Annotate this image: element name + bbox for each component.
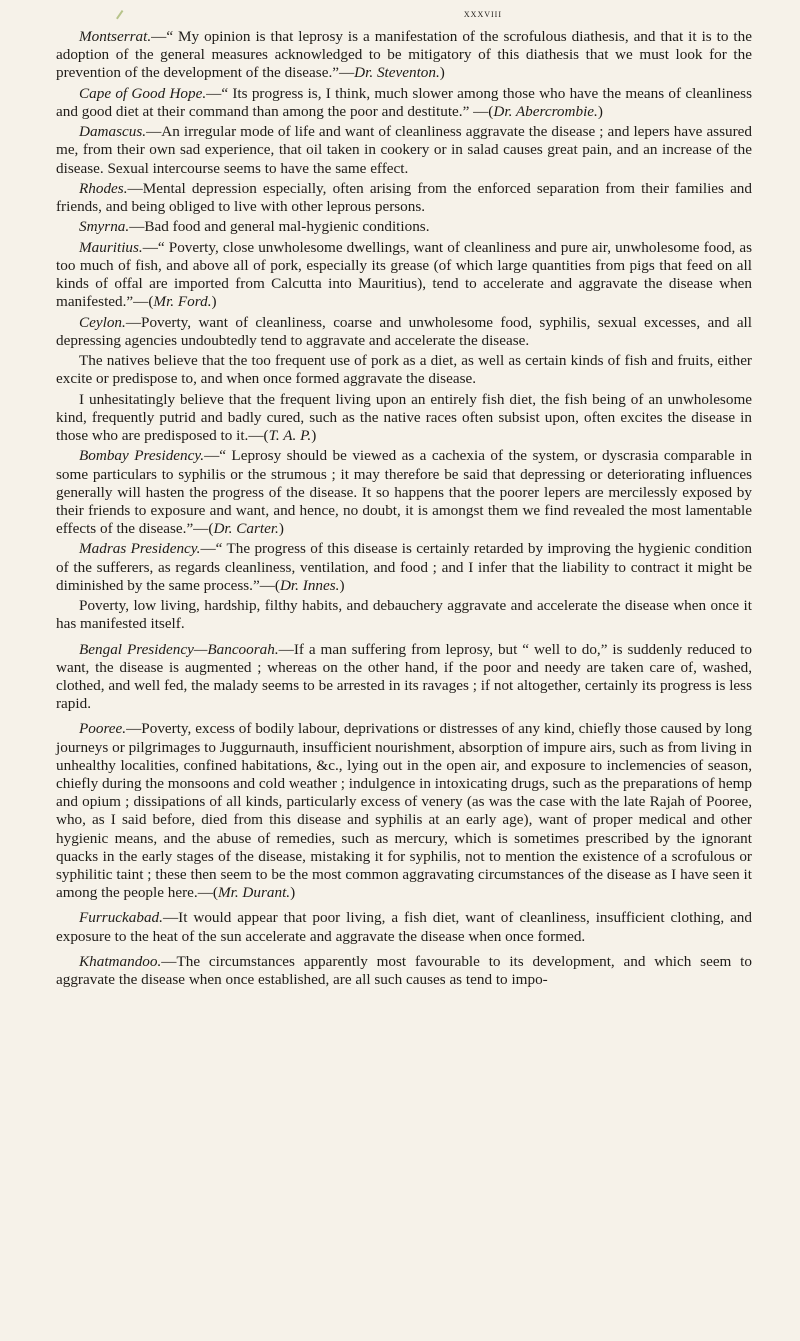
paragraph-damascus xyxy=(56,123,752,178)
paragraph-mauritius xyxy=(56,239,752,312)
author-citation: Dr. Innes. xyxy=(279,576,340,594)
paragraph-text: —“ Poverty, close unwholesome dwellings, want of cleanliness and pure air, unwholesome food, as too much of fish, and above all of pork, especially its grease (of which large quantities from pigs that feed on all kinds of offal are imported from Calcutta into Mauritius), tend to accelerate and aggravate the disease when manifested.”—( xyxy=(56,238,752,311)
author-citation: Mr. Durant. xyxy=(217,884,291,902)
place-heading: Khatmandoo. xyxy=(79,952,162,970)
place-heading: Rhodes. xyxy=(79,179,128,197)
paragraph-text: —“ The progress of this disease is certainly retarded by improving the hygienic condition of the sufferers, as regards cleanliness, ventilation, and food ; and I infer that the liability to contract it might be diminished by the same process.”—( xyxy=(56,540,752,594)
paragraph-text: —Mental depression especially, often arising from the enforced separation from their families and friends, and being obliged to live with other leprous persons. xyxy=(56,179,752,216)
paragraph-furruckabad xyxy=(56,909,752,945)
citation-close: ) xyxy=(290,884,296,902)
paragraph-rhodes xyxy=(56,180,752,216)
paragraph-bombay xyxy=(56,447,752,538)
place-heading: Damascus. xyxy=(79,123,147,141)
place-heading: Ceylon. xyxy=(79,313,126,331)
paragraph-ceylon xyxy=(56,314,752,350)
author-citation: Dr. Abercrombie. xyxy=(493,102,598,120)
paragraph-text: I unhesitatingly believe that the frequent living upon an entirely fish diet, the fish being of an unwholesome kind, frequently putrid and badly cured, such as the native races often subsist upon, often excites the disease in those who are predisposed to it.—( xyxy=(56,390,752,445)
paragraph-pooree xyxy=(56,720,752,902)
place-heading: Mauritius. xyxy=(79,238,143,256)
place-heading: Bombay Presidency. xyxy=(79,447,205,465)
author-citation: Mr. Ford. xyxy=(153,293,212,311)
citation-close: ) xyxy=(311,427,317,445)
paragraph-madras-poverty xyxy=(56,597,752,633)
paragraph-text: —Poverty, excess of bodily labour, deprivations or distresses of any kind, chiefly those caused by long journeys or pilgrimages to Juggurnauth, insufficient nourishment, absorption of impure airs, such as from living in unhealthy localities, confined habitations, &c., lying out in the open air, and exposure to inclemencies of season, chiefly during the monsoons and cold weather ; indulgence in intoxicating drugs, such as the preparations of hemp and opium ; dissipations of all kinds, particularly excess of venery (as was the case with the late Rajah of Pooree, who, as I said before, died from this disease and syphilis at an early age), want of proper medical and other hygienic means, and the abuse of remedies, such as mercury, which is sometimes prescribed by the ignorant quacks in the early stages of the disease, mistaking it for syphilis, not to mention the existence of a scrofulous or syphilitic taint ; these then seem to be the most common aggravating circumstances of the disease as I have seen it among the people here.—( xyxy=(56,720,752,902)
place-heading: Pooree. xyxy=(79,720,127,738)
paragraph-text: —The circumstances apparently most favourable to its development, and which seem to aggravate the disease when once established, are all such causes as tend to impo- xyxy=(56,952,752,988)
paragraph-text: —“ Its progress is, I think, much slower among those who have the means of cleanliness and good diet at their command than among the poor and destitute.” —( xyxy=(56,84,752,120)
paragraph-smyrna xyxy=(56,218,752,236)
paragraph-khatmandoo xyxy=(56,953,752,989)
paragraph-ceylon-fish-diet xyxy=(56,391,752,446)
author-citation: T. A. P. xyxy=(268,427,312,445)
paragraph-cape-of-good-hope xyxy=(56,85,752,121)
paragraph-text: —“ Leprosy should be viewed as a cachexia of the system, or dyscrasia comparable in some particulars to syphilis or the strumous ; it may therefore be said that depressing or deteriorating influences generally will hasten the progress of the disease. It so happens that the poorer lepers are mercilessly exposed by their friends to exposure and want, and hence, no doubt, it is amongst them we find revealed the most lamentable effects of the disease.”—( xyxy=(56,447,752,538)
author-citation: Dr. Steventon. xyxy=(354,64,440,82)
paragraph-bengal xyxy=(56,641,752,714)
place-heading: Madras Presidency. xyxy=(79,540,201,558)
paragraph-text: —If a man suffering from leprosy, but “ well to do,” is suddenly reduced to want, the disease is augmented ; whereas on the other hand, if the poor and needy are taken care of, washed, clothed, and well fed, the malady seems to be arrested in its ravages ; if not altogether, certainly its progress is less rapid. xyxy=(56,640,752,713)
citation-close: ) xyxy=(278,520,284,538)
citation-close: ) xyxy=(211,293,217,311)
paragraph-montserrat xyxy=(56,28,752,83)
paragraph-text: —Poverty, want of cleanliness, coarse and unwholesome food, syphilis, sexual excesses, and all depressing agencies undoubtedly tend to aggravate and accelerate the disease. xyxy=(56,313,752,349)
place-heading: Montserrat. xyxy=(79,28,152,45)
paragraph-text: The natives believe that the too frequent use of pork as a diet, as well as certain kinds of fish and fruits, either excite or predispose to, and when once formed aggravate the disease. xyxy=(56,352,752,388)
author-citation: Dr. Carter. xyxy=(213,520,279,538)
citation-close: ) xyxy=(597,102,603,120)
place-heading: Smyrna. xyxy=(79,218,130,236)
place-heading: Furruckabad. xyxy=(79,909,163,927)
paragraph-madras xyxy=(56,540,752,595)
paragraph-text: Poverty, low living, hardship, filthy habits, and debauchery aggravate and accelerate the disease when once it has manifested itself. xyxy=(56,597,752,633)
paragraph-text: —An irregular mode of life and want of cleanliness aggravate the disease ; and lepers have assured me, from their own sad experience, that oil taken in cookery or in salad causes great pain, and an increase of the disease. Sexual intercourse seems to have the same effect. xyxy=(56,123,752,177)
page-number: xxxviii xyxy=(463,6,502,20)
paragraph-text: —Bad food and general mal-hygienic conditions. xyxy=(129,218,430,236)
paragraph-ceylon-natives xyxy=(56,352,752,388)
citation-close: ) xyxy=(339,576,345,594)
citation-close: ) xyxy=(439,64,445,82)
paragraph-text: —It would appear that poor living, a fish diet, want of cleanliness, insufficient clothing, and exposure to the heat of the sun accelerate and aggravate the disease when once formed. xyxy=(56,909,752,945)
paragraph-text: —“ My opinion is that leprosy is a manifestation of the scrofulous diathesis, and that it is to the adoption of the general measures acknowledged to be mitigatory of this diathesis that we must look for the prevention of the development of the disease.”— xyxy=(56,28,752,82)
place-heading: Cape of Good Hope. xyxy=(79,84,207,102)
place-heading: Bengal Presidency—Bancoorah. xyxy=(79,640,279,658)
